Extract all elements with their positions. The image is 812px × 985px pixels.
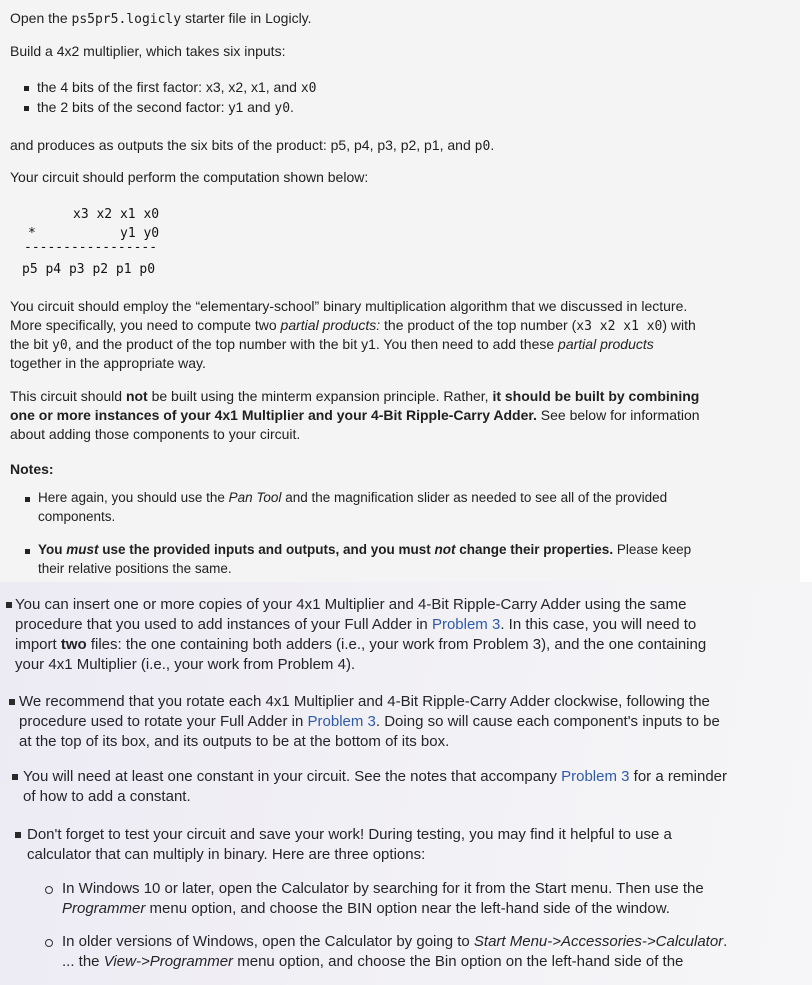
outputs-line: and produces as outputs the six bits of the product: p5, p4, p3, p2, p1, and p0.: [10, 137, 495, 154]
multiplier-row: y1 y0: [120, 226, 160, 241]
filename-code: ps5pr5.logicly: [71, 12, 182, 27]
computation-line: Your circuit should perform the computation shown below:: [10, 169, 369, 185]
notes-heading: Notes:: [10, 461, 54, 477]
problem-3-link[interactable]: Problem 3: [431, 616, 501, 633]
bullet-icon: [12, 774, 18, 780]
sub-bullet-icon: [45, 886, 53, 894]
build-line: Build a 4x2 multiplier, which takes six inputs:: [10, 43, 286, 59]
bullet-icon: [15, 832, 21, 838]
multiply-sign: *: [28, 226, 36, 241]
bullet-icon: [9, 699, 15, 705]
problem-3-link[interactable]: Problem 3: [561, 768, 630, 785]
upper-photo-region: Open the ps5pr5.logicly starter file in Logicly. Build a 4x2 multiplier, which takes six inputs: the 4 bits of the first factor: x3, x2, x1, and x0 the 2 bits of the second factor: y1 and y0. and produces as outputs the six bits of the product: p5, p4, p3, p2, p1, and p0. Your circuit should perform the computation shown below: x3 x2 x1 x0 * y1 y0 ----------------- p5 p4 p3 p2 p1 p0 You circuit should employ the “elementary-school” binary multiplication algorithm that we discussed in lecture. More specifically, you need to compute two partial products: the product of the top number (x3 x2 x1 x0) with the bit y0, and the product of the top number with the bit y1. You then need to add these partial products together in the appropriate way. This circuit should not be built using the minterm expansion principle. Rather, it should be built by combining one or more instances of your 4x1 Multiplier and your 4-Bit Ripple-Carry Adder. See below for information about adding those components to your circuit. Notes: Here again, you should use the Pan Tool and the magnification slider as needed to see all of the provided components. You must use the provided inputs and outputs, and you must not change their properties. Please keep their relative positions the same.: [0, 0, 800, 582]
rule-line: -----------------: [24, 240, 158, 255]
bullet-icon: [24, 106, 29, 111]
factor-row: x3 x2 x1 x0: [73, 207, 160, 222]
bullet-icon: [25, 497, 30, 502]
sub-bullet-icon: [45, 939, 53, 947]
bullet-icon: [25, 549, 30, 554]
bullet-icon: [24, 86, 29, 91]
problem-3-link[interactable]: Problem 3: [307, 713, 376, 730]
input-bullet-2: the 2 bits of the second factor: y1 and y0.: [37, 99, 294, 116]
input-bullet-1: the 4 bits of the first factor: x3, x2, x1, and x0: [37, 79, 317, 96]
product-row: p5 p4 p3 p2 p1 p0: [22, 262, 156, 277]
lower-photo-region: You can insert one or more copies of your 4x1 Multiplier and 4-Bit Ripple-Carry Adder using the same procedure that you used to add instances of your Full Adder in Problem 3. In this case, you will need to import two files: the one containing both adders (i.e., your work from Problem 3), and the one containing your 4x1 Multiplier (i.e., your work from Problem 4). We recommend that you rotate each 4x1 Multiplier and 4-Bit Ripple-Carry Adder clockwise, following the procedure used to rotate your Full Adder in Problem 3. Doing so will cause each component's inputs to be at the top of its box, and its outputs to be at the bottom of its box. You will need at least one constant in your circuit. See the notes that accompany Problem 3 for a reminder of how to add a constant. Don't forget to test your circuit and save your work! During testing, you may find it helpful to use a calculator that can multiply in binary. Here are three options: In Windows 10 or later, open the Calculator by searching for it from the Start menu. Then use the Programmer menu option, and choose the BIN option near the left-hand side of the window. In older versions of Windows, open the Calculator by going to Start Menu->Accessories->Calculator. ... the View->Programmer menu option, and choose the Bin option on the left-hand side of the: [0, 582, 812, 985]
intro-line: Open the ps5pr5.logicly starter file in Logicly.: [10, 10, 312, 27]
bullet-icon: [6, 602, 12, 608]
